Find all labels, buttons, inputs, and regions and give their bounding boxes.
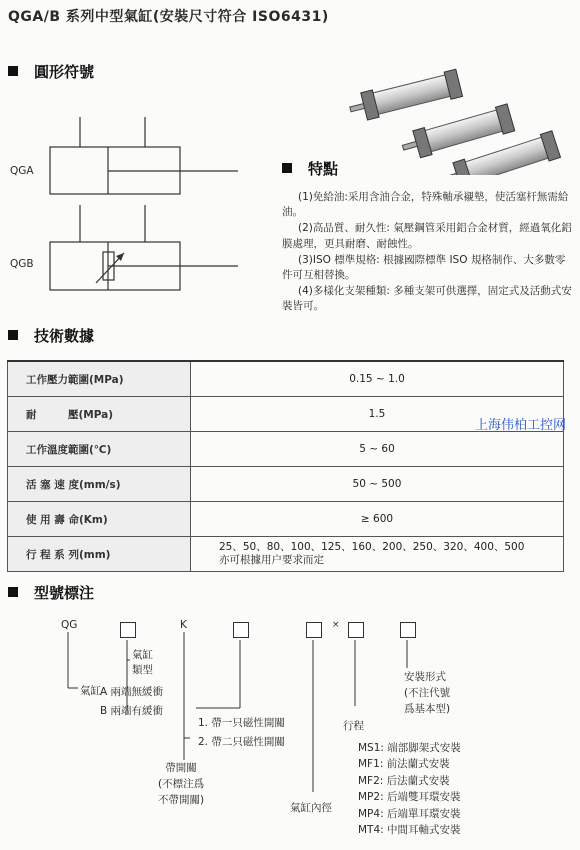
watermark: 上海伟柏工控网 bbox=[475, 418, 567, 433]
code-stroke-box bbox=[348, 622, 364, 638]
spec-value-note: 亦可根據用户要求而定 bbox=[219, 554, 324, 566]
model-code-lines bbox=[0, 610, 580, 810]
mount-option: MT4: 中間耳軸式安裝 bbox=[358, 824, 461, 837]
switch-option-2: 2. 帶二只磁性開關 bbox=[198, 736, 285, 748]
table-row bbox=[8, 502, 564, 537]
code-switch-box bbox=[233, 622, 249, 638]
mount-option: MP2: 后端雙耳環安裝 bbox=[358, 791, 461, 804]
spec-label: 活 塞 速 度(mm/s) bbox=[8, 467, 191, 502]
qga-label: QGA bbox=[10, 165, 34, 177]
feature-item: (3)ISO 標準規格: 根據國際標準 ISO 規格制作、大多數零件可互相替換。 bbox=[282, 253, 566, 282]
with-switch-note: 帶開關 (不標注爲 不帶開關) bbox=[158, 762, 205, 806]
type-a: A 兩端無緩衝 bbox=[100, 686, 164, 698]
section-model-heading: 型號標注 bbox=[8, 582, 94, 603]
table-row bbox=[8, 467, 564, 502]
spec-label: 工作壓力範圍(MPa) bbox=[8, 361, 191, 397]
mount-options-list bbox=[358, 740, 461, 838]
cyl-type-label: 氣缸 類型 bbox=[132, 649, 153, 676]
code-mount-box bbox=[400, 622, 416, 638]
page-title: QGA/B 系列中型氣缸(安裝尺寸符合 ISO6431) bbox=[8, 9, 329, 25]
switch-option-1: 1. 帶一只磁性開關 bbox=[198, 717, 285, 729]
section-symbol-heading: 圓形符號 bbox=[8, 61, 94, 82]
mount-option: MF1: 前法蘭式安裝 bbox=[358, 758, 450, 771]
mount-option: MP4: 后端單耳環安裝 bbox=[358, 807, 461, 820]
spec-label: 工作溫度範圍(℃) bbox=[8, 432, 191, 467]
table-row bbox=[8, 432, 564, 467]
spec-value: 5 ~ 60 bbox=[191, 432, 564, 467]
square-bullet-icon bbox=[8, 66, 18, 76]
spec-label: 行 程 系 列(mm) bbox=[8, 537, 191, 572]
code-k: K bbox=[180, 619, 187, 631]
spec-value-line: 25、50、80、100、125、160、200、250、320、400、500 bbox=[219, 541, 525, 553]
spec-table bbox=[7, 360, 567, 572]
feature-item: (2)高品質、耐久性: 氣壓鋼管采用鋁合金材質，經過氧化鋁膜處理，更具耐磨、耐蝕性。 bbox=[282, 222, 572, 250]
section-tech-heading: 技術數據 bbox=[8, 325, 94, 346]
product-photo bbox=[340, 60, 575, 175]
mount-title: 安裝形式 (不注代號 爲基本型) bbox=[404, 671, 451, 715]
code-bore-box bbox=[306, 622, 322, 638]
spec-value: ≥ 600 bbox=[191, 502, 564, 537]
square-bullet-icon bbox=[282, 163, 292, 173]
cylinder-label: 氣缸 bbox=[80, 685, 101, 697]
mount-option: MS1: 端部脚架式安裝 bbox=[358, 742, 461, 754]
bore-label: 氣缸內徑 bbox=[290, 802, 332, 814]
feature-item: (1)免給油:采用含油合金，特殊軸承襯墊，使活塞杆無需給油。 bbox=[282, 191, 569, 219]
cylinder-symbol-diagram bbox=[0, 105, 260, 315]
stroke-label: 行程 bbox=[343, 720, 364, 732]
qgb-label: QGB bbox=[10, 258, 34, 270]
feature-item: (4)多樣化支架種類: 多種支架可供選擇，固定式及活動式安裝皆可。 bbox=[282, 285, 572, 313]
type-b: B 兩端有緩衝 bbox=[100, 705, 164, 717]
mount-option: MF2: 后法蘭式安裝 bbox=[358, 774, 450, 787]
square-bullet-icon bbox=[8, 330, 18, 340]
code-type-box bbox=[120, 622, 136, 638]
section-features-heading: 特點 bbox=[282, 158, 338, 179]
spec-value bbox=[191, 537, 564, 572]
spec-label: 耐 壓(MPa) bbox=[8, 397, 191, 432]
spec-value: 0.15 ~ 1.0 bbox=[191, 361, 564, 397]
square-bullet-icon bbox=[8, 587, 18, 597]
features-list bbox=[282, 190, 572, 316]
code-times: × bbox=[332, 620, 340, 630]
spec-label: 使 用 壽 命(Km) bbox=[8, 502, 191, 537]
table-row bbox=[8, 361, 564, 397]
code-qg: QG bbox=[61, 619, 78, 631]
table-row bbox=[8, 537, 564, 572]
spec-value: 50 ~ 500 bbox=[191, 467, 564, 502]
spec-value: 1.5 bbox=[191, 397, 564, 432]
